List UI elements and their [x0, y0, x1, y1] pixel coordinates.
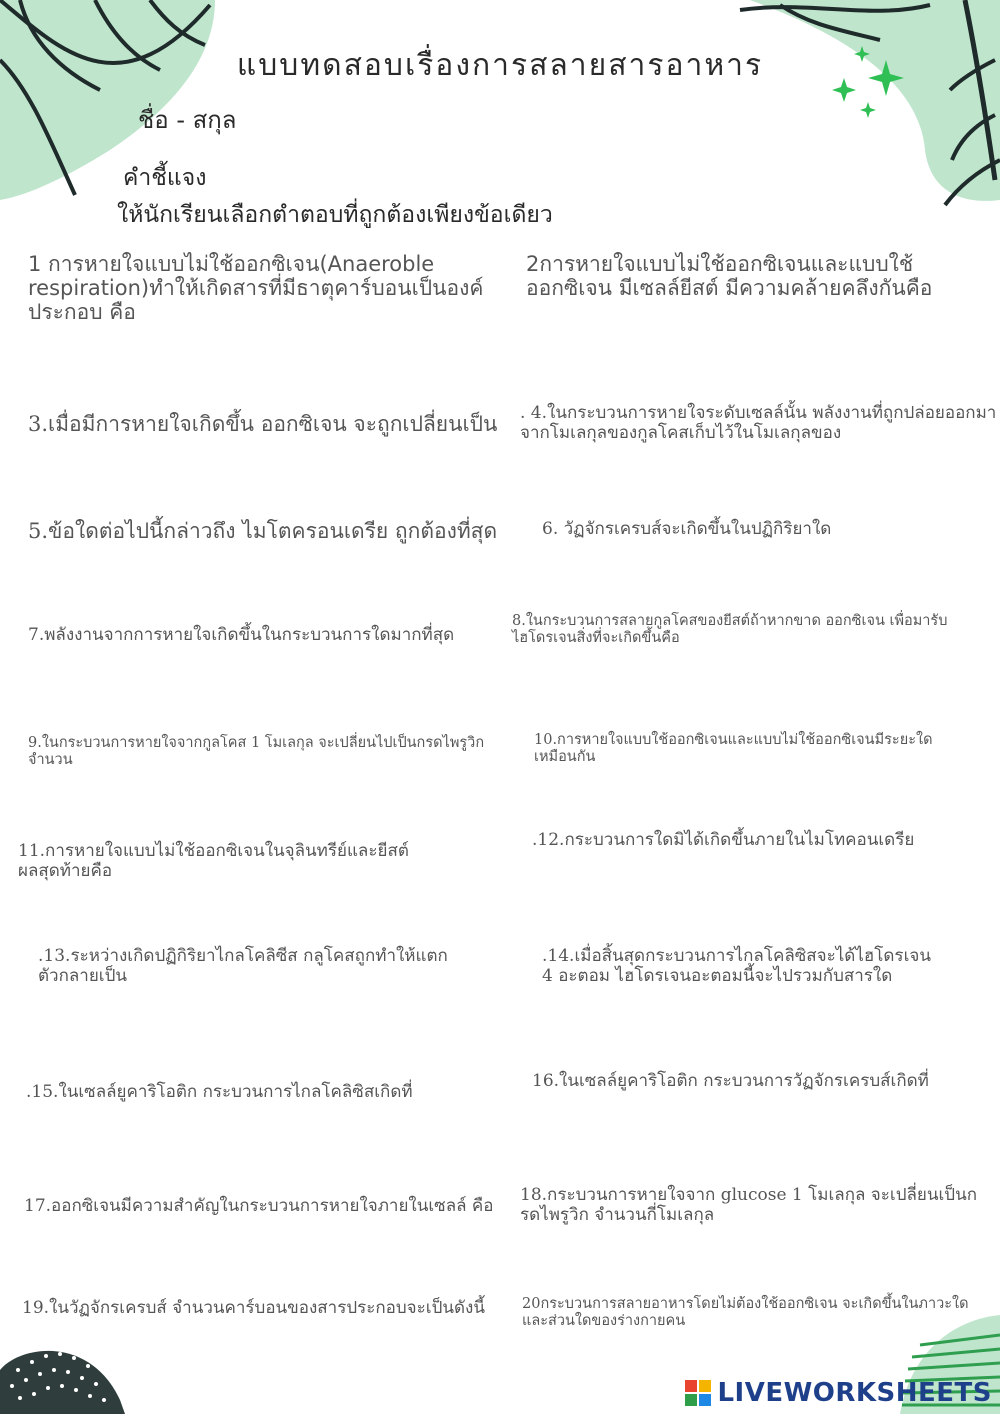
question-13: .13.ระหว่างเกิดปฏิกิริยาไกลโคลิซีส กลูโคสถูกทำให้แตกตัวกลายเป็น [38, 946, 448, 986]
bush-bottom-left-decoration [0, 1340, 125, 1414]
instructions-text: ให้นักเรียนเลือกตำตอบที่ถูกต้องเพียงข้อเดียว [117, 202, 553, 228]
question-10: 10.การหายใจแบบใช้ออกซิเจนและแบบไม่ใช้ออกซิเจนมีระยะใดเหมือนกัน [534, 732, 933, 765]
question-6: 6. วัฏจักรเครบส์จะเกิดขึ้นในปฏิกิริยาใด [542, 519, 832, 539]
question-17: 17.ออกซิเจนมีความสำคัญในกระบวนการหายใจภายในเซลล์ คือ [24, 1196, 494, 1216]
instructions-heading: คำชี้แจง [123, 165, 207, 191]
question-4: . 4.ในกระบวนการหายใจระดับเซลล์นั้น พลังงานที่ถูกปล่อยออกมาจากโมเลกุลของกูลโคสเก็บไว้ในโมเลกุลของ [520, 403, 997, 443]
page-title: แบบทดสอบเรื่องการสลายสารอาหาร [236, 48, 764, 83]
question-15: .15.ในเซลล์ยูคาริโอติก กระบวนการไกลโคลิซิสเกิดที่ [26, 1082, 413, 1102]
question-18: 18.กระบวนการหายใจจาก glucose 1 โมเลกุล จะเปลี่ยนเป็นกรดไพรูวิก จำนวนกี่โมเลกุล [520, 1185, 978, 1225]
question-12: .12.กระบวนการใดมิได้เกิดขึ้นภายในไมโทคอนเดรีย [532, 830, 915, 850]
question-19: 19.ในวัฏจักรเครบส์ จำนวนคาร์บอนของสารประกอบจะเป็นดังนี้ [22, 1298, 485, 1318]
logo-blocks-icon [685, 1380, 711, 1406]
question-11: 11.การหายใจแบบไม่ใช้ออกซิเจนในจุลินทรีย์และยีสต์ ผลสุดท้ายคือ [18, 841, 409, 881]
question-3: 3.เมื่อมีการหายใจเกิดขึ้น ออกซิเจน จะถูกเปลี่ยนเป็น [28, 412, 498, 436]
question-16: 16.ในเซลล์ยูคาริโอติก กระบวนการวัฏจักรเครบส์เกิดที่ [532, 1071, 929, 1091]
liveworksheets-logo[interactable] [685, 1378, 992, 1408]
question-1: 1 การหายใจแบบไม่ใช้ออกซิเจน(Anaeroble respiration)ทำให้เกิดสารที่มีธาตุคาร์บอนเป็นองค์ประกอบ คือ [28, 252, 484, 325]
question-2: 2การหายใจแบบไม่ใช้ออกซิเจนและแบบใช้ออกซิเจน มีเซลล์ยีสต์ มีความคล้ายคลึงกันคือ [526, 252, 933, 301]
question-5: 5.ข้อใดต่อไปนี้กล่าวถึง ไมโตครอนเดรีย ถูกต้องที่สุด [28, 519, 498, 543]
question-9: 9.ในกระบวนการหายใจจากกูลโคส 1 โมเลกุล จะเปลี่ยนไปเป็นกรดไพรูวิก จำนวน [28, 735, 485, 768]
name-label: ชื่อ - สกุล [138, 106, 237, 134]
question-8: 8.ในกระบวนการสลายกูลโคสของยีสต์ถ้าหากขาด ออกซิเจน เพื่อมารับไฮโดรเจนสิ่งที่จะเกิดขึ้นคือ [512, 613, 948, 646]
question-14: .14.เมื่อสิ้นสุดกระบวนการไกลโคลิซิสจะได้ไฮโดรเจน 4 อะตอม ไฮโดรเจนอะตอมนี้จะไปรวมกับสารใด [542, 946, 931, 986]
question-20: 20กระบวนการสลายอาหารโดยไม่ต้องใช้ออกซิเจน จะเกิดขึ้นในภาวะใดและส่วนใดของร่างกายคน [522, 1296, 969, 1329]
question-7: 7.พลังงานจากการหายใจเกิดขึ้นในกระบวนการใดมากที่สุด [28, 625, 455, 645]
logo-text: LIVEWORKSHEETS [717, 1378, 992, 1408]
